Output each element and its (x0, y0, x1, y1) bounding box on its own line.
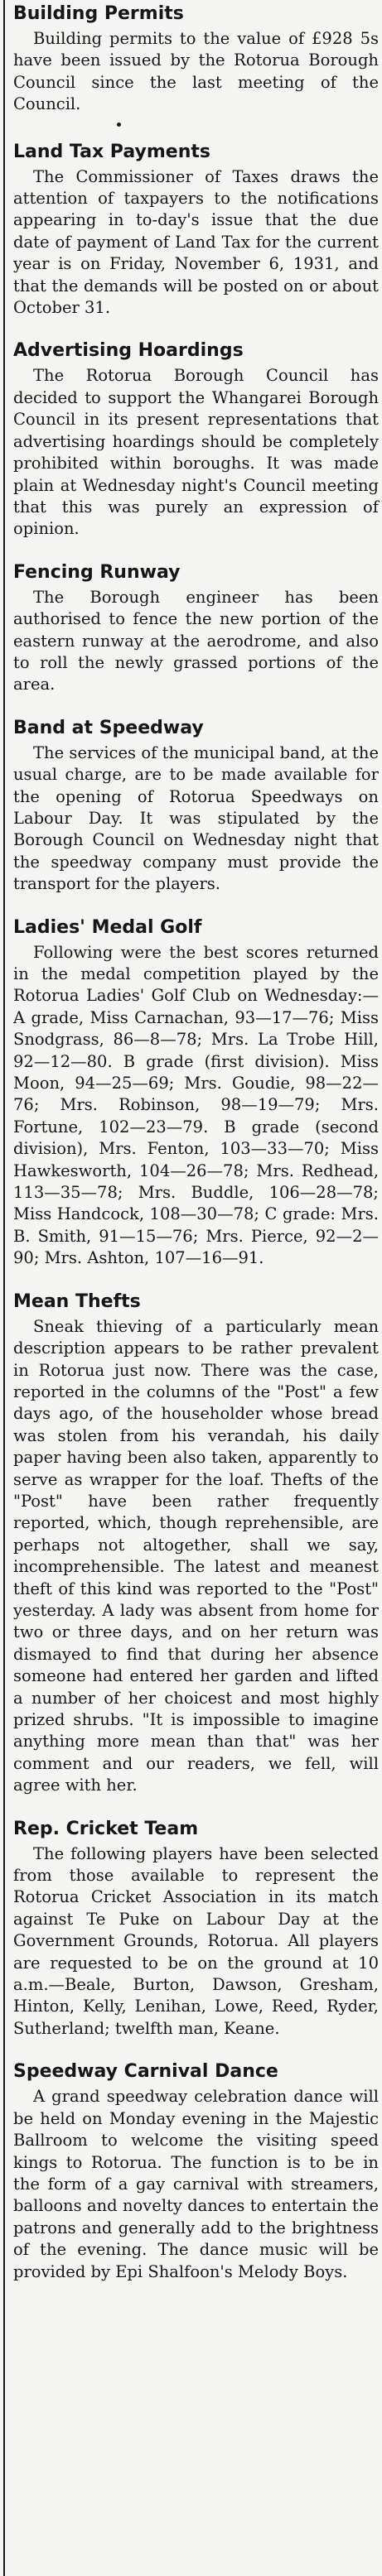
article-headline: Band at Speedway (13, 717, 204, 738)
article-body: The following players have been selected from those available to represent the Rotorua Cricket Association in its match against Te Puke on Labour Day at the Government Grounds, Rotorua. All players are requested to be on the ground at 10 a.m.—Beale, Burton, Dawson, Gresham, Hinton, Kelly, Lenihan, Lowe, Reed, Ryder, Sutherland; twelfth man, Keane. (13, 1843, 379, 2038)
article-speedway-carnival-dance (13, 2058, 379, 2283)
article-headline: Advertising Hoardings (13, 340, 244, 362)
article-headline: Rep. Cricket Team (13, 1818, 199, 1839)
article-body: The Commissioner of Taxes draws the attention of taxpayers to the notifications appearing in to-day's issue that the due date of payment of Land Tax for the current year is on Friday, November 6, 1931, and that the demands will be posted on or about October 31. (13, 166, 379, 318)
news-column (3, 0, 379, 2576)
article-body: Building permits to the value of £928 5s have been issued by the Rotorua Borough Council since the last meeting of the Council. (13, 29, 379, 114)
article-body: Following were the best scores returned in the medal competition played by the Rotorua Ladies' Golf Club on Wednesday:—A grade, Miss Carnachan, 93—17—76; Miss Snodgrass, 86—8—78; Mrs. La Trobe Hill, 92—12—80. B grade (first division). Miss Moon, 94—25—69; Mrs. Goudie, 98—22—76; Mrs. Robinson, 98—19—79; Mrs. Fortune, 102—23—79. B grade (second division), Mrs. Fenton, 103—33—70; Miss Hawkesworth, 104—26—78; Mrs. Redhead, 113—35—78; Mrs. Buddle, 106—28—78; Miss Handcock, 108—30—78; C grade: Mrs. B. Smith, 91—15—76; Mrs. Pierce, 92—2—90; Mrs. Ashton, 107—16—91. (13, 942, 379, 1268)
article-body: The Rotorua Borough Council has decided to support the Whangarei Borough Council in its present representations that advertising hoardings should be completely prohibited within boroughs. It was made plain at Wednesday night's Council meeting that this was purely an expression of opinion. (13, 366, 379, 539)
article-body: The Borough engineer has been authorised to fence the new portion of the eastern runway at the aerodrome, and also to roll the newly grassed portions of the area. (13, 587, 379, 694)
article-building-permits (13, 0, 379, 116)
article-headline: Speedway Carnival Dance (13, 2061, 278, 2083)
article-ladies-medal-golf (13, 914, 379, 1270)
article-body: The services of the municipal band, at the usual charge, are to be made available for the opening of Rotorua Speedways on Labour Day. It was stipulated by the Borough Council on Wednesday night that the speedway company must provide the transport for the players. (13, 743, 379, 894)
article-headline: Ladies' Medal Golf (13, 916, 202, 938)
article-headline: Fencing Runway (13, 561, 181, 583)
article-advertising-hoardings (13, 337, 379, 540)
article-band-at-speedway (13, 714, 379, 896)
article-mean-thefts (13, 1288, 379, 1797)
article-headline: Land Tax Payments (13, 141, 210, 162)
article-rep-cricket-team (13, 1815, 379, 2040)
article-headline: Building Permits (13, 3, 184, 24)
article-headline: Mean Thefts (13, 1290, 141, 1312)
article-body: A grand speedway celebration dance will be held on Monday evening in the Majestic Ballroom to welcome the visiting speed kings to Rotorua. The function is to be in the form of a gay carnival with streamers, balloons and novelty dances to entertain the patrons and generally add to the brightness of the evening. The dance music will be provided by Epi Shalfoon's Melody Boys. (13, 2087, 379, 2281)
article-land-tax-payments (13, 138, 379, 320)
article-fencing-runway (13, 559, 379, 696)
article-body: Sneak thieving of a particularly mean description appears to be rather prevalent in Rotorua just now. There was the case, reported in the columns of the "Post" a few days ago, of the householder whose bread was stolen from his verandah, his daily paper having been also taken, apparently to serve as wrapper for the loaf. Thefts of the "Post" have been rather frequently reported, which, though reprehensible, are perhaps not altogether, shall we say, incomprehensible. The latest and meanest theft of this kind was reported to the "Post" yesterday. A lady was absent from home for two or three days, and on her return was dismayed to find that during her absence someone had entered her garden and lifted a number of her choicest and most highly prized shrubs. "It is impossible to imagine anything more mean than that" was her comment and our readers, we fell, will agree with her. (13, 1316, 379, 1795)
